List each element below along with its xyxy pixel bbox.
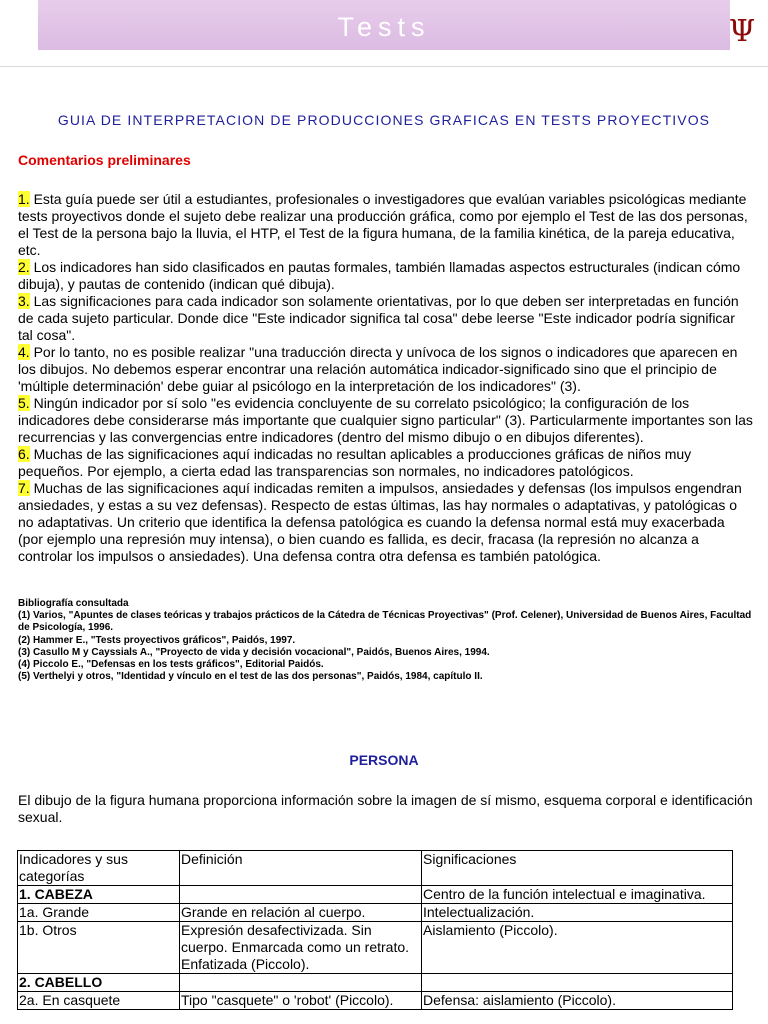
table-cell-indicator: 2. CABELLO: [18, 974, 180, 992]
header-divider: [0, 66, 768, 67]
section-heading: Comentarios preliminares: [18, 152, 191, 168]
table-header-row: [18, 851, 733, 886]
paragraph-7: [18, 480, 753, 565]
bibliography-item: (2) Hammer E., "Tests proyectivos gráficos", Paidós, 1997.: [18, 634, 296, 646]
table-cell-meaning: Aislamiento (Piccolo).: [422, 922, 733, 974]
bibliography-item: (5) Verthelyi y otros, "Identidad y vínculo en el test de las dos personas", Paidós, 1984, capítulo II.: [18, 671, 483, 683]
table-cell-definition: Grande en relación al cuerpo.: [180, 904, 422, 922]
paragraph-5: [18, 395, 753, 446]
paragraph-2: [18, 259, 753, 293]
paragraph-text: Ningún indicador por sí solo "es evidencia concluyente de su correlato psicológico; la configuración de los indicadores debe considerarse más importante que cualquier signo particular" (3). Particularmente importantes son las recurrencias y las convergencias entre indicadores (dentro del mismo dibujo o en dibujos diferentes).: [18, 395, 753, 445]
bibliography-item: (1) Varios, "Apuntes de clases teóricas y trabajos prácticos de la Cátedra de Técnicas Proyectivas" (Prof. Celener), Universidad de Buenos Aires, Facultad de Psicología, 1996.: [18, 610, 752, 634]
table-cell-indicator: 1b. Otros: [18, 922, 180, 974]
paragraph-text: Por lo tanto, no es posible realizar "una traducción directa y unívoca de los signos o indicadores que aparecen en los dibujos. No debemos esperar encontrar una relación automática indicador-significado sino que el principio de 'múltiple determinación' debe guiar al psicólogo en la interpretación de los indicadores" (3).: [18, 344, 738, 394]
table-cell-definition: Tipo "casquete" o 'robot' (Piccolo).: [180, 992, 422, 1010]
column-header-definicion: Definición: [180, 851, 422, 886]
paragraph-number: 7.: [18, 480, 30, 496]
paragraph-number: 2.: [18, 259, 30, 275]
table-row: [18, 974, 733, 992]
persona-heading: PERSONA: [349, 752, 419, 768]
psi-logo-icon[interactable]: Ψ: [728, 14, 756, 49]
paragraph-number: 1.: [18, 191, 30, 207]
table-cell-meaning: [422, 974, 733, 992]
paragraph-number: 3.: [18, 293, 30, 309]
table-row: [18, 886, 733, 904]
table-cell-indicator: 2a. En casquete: [18, 992, 180, 1010]
preliminary-comments: [18, 191, 753, 565]
table-cell-definition: [180, 886, 422, 904]
table-row: [18, 992, 733, 1010]
bibliography-title: Bibliografía consultada: [18, 598, 129, 609]
indicators-table: [17, 850, 733, 1010]
table-row: [18, 922, 733, 974]
document-title: GUIA DE INTERPRETACION DE PRODUCCIONES GRAFICAS EN TESTS PROYECTIVOS: [57, 112, 711, 128]
paragraph-number: 6.: [18, 446, 30, 462]
header-banner: [0, 0, 768, 62]
paragraph-number: 4.: [18, 344, 30, 360]
persona-intro: El dibujo de la figura humana proporciona información sobre la imagen de sí mismo, esquema corporal e identificación sexual.: [18, 792, 753, 825]
paragraph-number: 5.: [18, 395, 30, 411]
paragraph-1: [18, 191, 753, 259]
paragraph-text: Esta guía puede ser útil a estudiantes, profesionales o investigadores que evalúan variables psicológicas mediante tests proyectivos donde el sujeto debe realizar una producción gráfica, como por ejemplo el Test de las dos personas, el Test de la persona bajo la lluvia, el HTP, el Test de la figura humana, de la familia kinética, de la pareja educativa, etc.: [18, 191, 748, 258]
paragraph-text: Los indicadores han sido clasificados en pautas formales, también llamadas aspectos estructurales (indican cómo dibuja), y pautas de contenido (indican qué dibuja).: [18, 259, 741, 292]
table-cell-definition: [180, 974, 422, 992]
table-cell-meaning: Defensa: aislamiento (Piccolo).: [422, 992, 733, 1010]
bibliography-item: (3) Casullo M y Cayssials A., "Proyecto de vida y decisión vocacional", Paidós, Buenos Aires, 1994.: [18, 646, 490, 658]
table-cell-indicator: 1a. Grande: [18, 904, 180, 922]
table-cell-indicator: 1. CABEZA: [18, 886, 180, 904]
table-cell-meaning: Centro de la función intelectual e imaginativa.: [422, 886, 733, 904]
paragraph-6: [18, 446, 753, 480]
column-header-indicadores: Indicadores y sus categorías: [18, 851, 180, 886]
table-row: [18, 904, 733, 922]
paragraph-4: [18, 344, 753, 395]
paragraph-text: Muchas de las significaciones aquí indicadas no resultan aplicables a producciones gráficas de niños muy pequeños. Por ejemplo, a cierta edad las transparencias son normales, no indicadores patológicos.: [18, 446, 692, 479]
paragraph-text: Las significaciones para cada indicador son solamente orientativas, por lo que deben ser interpretadas en función de cada sujeto particular. Donde dice "Este indicador significa tal cosa" debe leerse "Este indicador podría significar tal cosa".: [18, 293, 739, 343]
bibliography: [18, 598, 753, 683]
bibliography-item: (4) Piccolo E., "Defensas en los tests gráficos", Editorial Paidós.: [18, 659, 324, 671]
column-header-significaciones: Significaciones: [422, 851, 733, 886]
paragraph-3: [18, 293, 753, 344]
header-title: Tests: [337, 12, 431, 42]
table-cell-definition: Expresión desafectivizada. Sin cuerpo. Enmarcada como un retrato. Enfatizada (Piccolo).: [180, 922, 422, 974]
table-cell-meaning: Intelectualización.: [422, 904, 733, 922]
paragraph-text: Muchas de las significaciones aquí indicadas remiten a impulsos, ansiedades y defensas (los impulsos engendran ansiedades, y estas a su vez defensas). Respecto de estas últimas, las hay normales o adaptativas, y patológicas o no adaptativas. Un criterio que identifica la defensa patológica es cuando la defensa normal está muy exacerbada (por ejemplo una represión muy intensa), o bien cuando es fallida, es decir, fracasa (la represión no alcanza a controlar los impulsos o ansiedades). Una defensa contra otra defensa es también patológica.: [18, 480, 742, 564]
